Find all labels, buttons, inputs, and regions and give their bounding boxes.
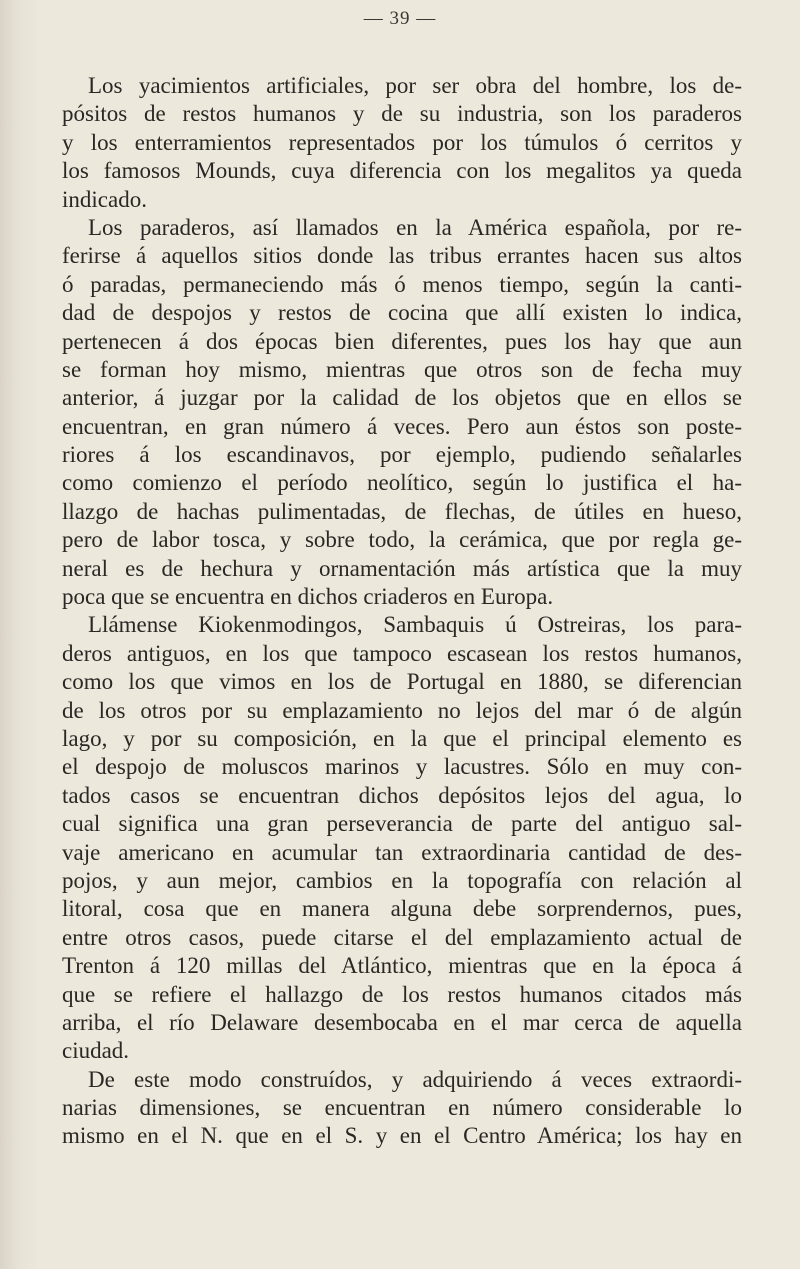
text-line: ferirse á aquellos sitios donde las tribus errantes hacen sus altos: [62, 243, 742, 269]
text-line: y los enterramientos representados por los túmulos ó cerritos y: [62, 129, 742, 155]
text-line: pero de labor tosca, y sobre todo, la cerámica, que por regla ge-: [62, 527, 742, 553]
text-line: llazgo de hachas pulimentadas, de flechas, de útiles en hueso,: [62, 498, 742, 524]
text-line: pojos, y aun mejor, cambios en la topografía con relación al: [62, 867, 742, 893]
text-line: mismo en el N. que en el S. y en el Centro América; los hay en: [62, 1123, 742, 1149]
text-line: como comienzo el período neolítico, según lo justifica el ha-: [62, 470, 742, 496]
text-line: dad de despojos y restos de cocina que allí existen lo indica,: [62, 300, 742, 326]
text-line: pósitos de restos humanos y de su industria, son los paraderos: [62, 101, 742, 127]
text-line: los famosos Mounds, cuya diferencia con los megalitos ya queda: [62, 158, 742, 184]
text-line: se forman hoy mismo, mientras que otros son de fecha muy: [62, 356, 742, 382]
text-line: como los que vimos en los de Portugal en 1880, se diferencian: [62, 669, 742, 695]
text-line: Trenton á 120 millas del Atlántico, mientras que en la época á: [62, 953, 742, 979]
text-line: tados casos se encuentran dichos depósitos lejos del agua, lo: [62, 782, 742, 808]
text-line: pertenecen á dos épocas bien diferentes, pues los hay que aun: [62, 328, 742, 354]
page-number: — 39 —: [363, 8, 437, 29]
text-line: que se refiere el hallazgo de los restos humanos citados más: [62, 981, 742, 1007]
text-line: arriba, el río Delaware desembocaba en el mar cerca de aquella: [62, 1009, 742, 1035]
text-line: deros antiguos, en los que tampoco escasean los restos humanos,: [62, 640, 742, 666]
text-line: cual significa una gran perseverancia de parte del antiguo sal-: [62, 811, 742, 837]
text-line: anterior, á juzgar por la calidad de los objetos que en ellos se: [62, 385, 742, 411]
text-line: narias dimensiones, se encuentran en número considerable lo: [62, 1095, 742, 1121]
text-line: Los yacimientos artificiales, por ser obra del hombre, los de-: [88, 73, 742, 98]
text-line: indicado.: [62, 186, 147, 212]
text-line: el despojo de moluscos marinos y lacustres. Sólo en muy con-: [62, 754, 742, 780]
text-line: De este modo construídos, y adquiriendo á veces extraordi-: [88, 1066, 742, 1092]
text-line: Llámense Kiokenmodingos, Sambaquis ú Ostreiras, los para-: [88, 612, 742, 638]
text-line: entre otros casos, puede citarse el del emplazamiento actual de: [62, 924, 742, 950]
text-line: riores á los escandinavos, por ejemplo, pudiendo señalarles: [62, 442, 742, 468]
text-line: poca que se encuentra en dichos criaderos en Europa.: [62, 584, 554, 610]
text-line: neral es de hechura y ornamentación más artística que la muy: [62, 555, 742, 581]
text-line: ó paradas, permaneciendo más ó menos tiempo, según la canti-: [62, 271, 742, 297]
text-line: litoral, cosa que en manera alguna debe sorprendernos, pues,: [62, 896, 742, 922]
body-text: [62, 72, 742, 1151]
text-line: de los otros por su emplazamiento no lejos del mar ó de algún: [62, 697, 742, 723]
text-line: lago, y por su composición, en la que el principal elemento es: [62, 725, 742, 751]
text-line: vaje americano en acumular tan extraordinaria cantidad de des-: [62, 839, 742, 865]
text-line: encuentran, en gran número á veces. Pero aun éstos son poste-: [62, 413, 742, 439]
text-line: Los paraderos, así llamados en la América española, por re-: [88, 214, 742, 240]
text-line: ciudad.: [62, 1038, 130, 1064]
